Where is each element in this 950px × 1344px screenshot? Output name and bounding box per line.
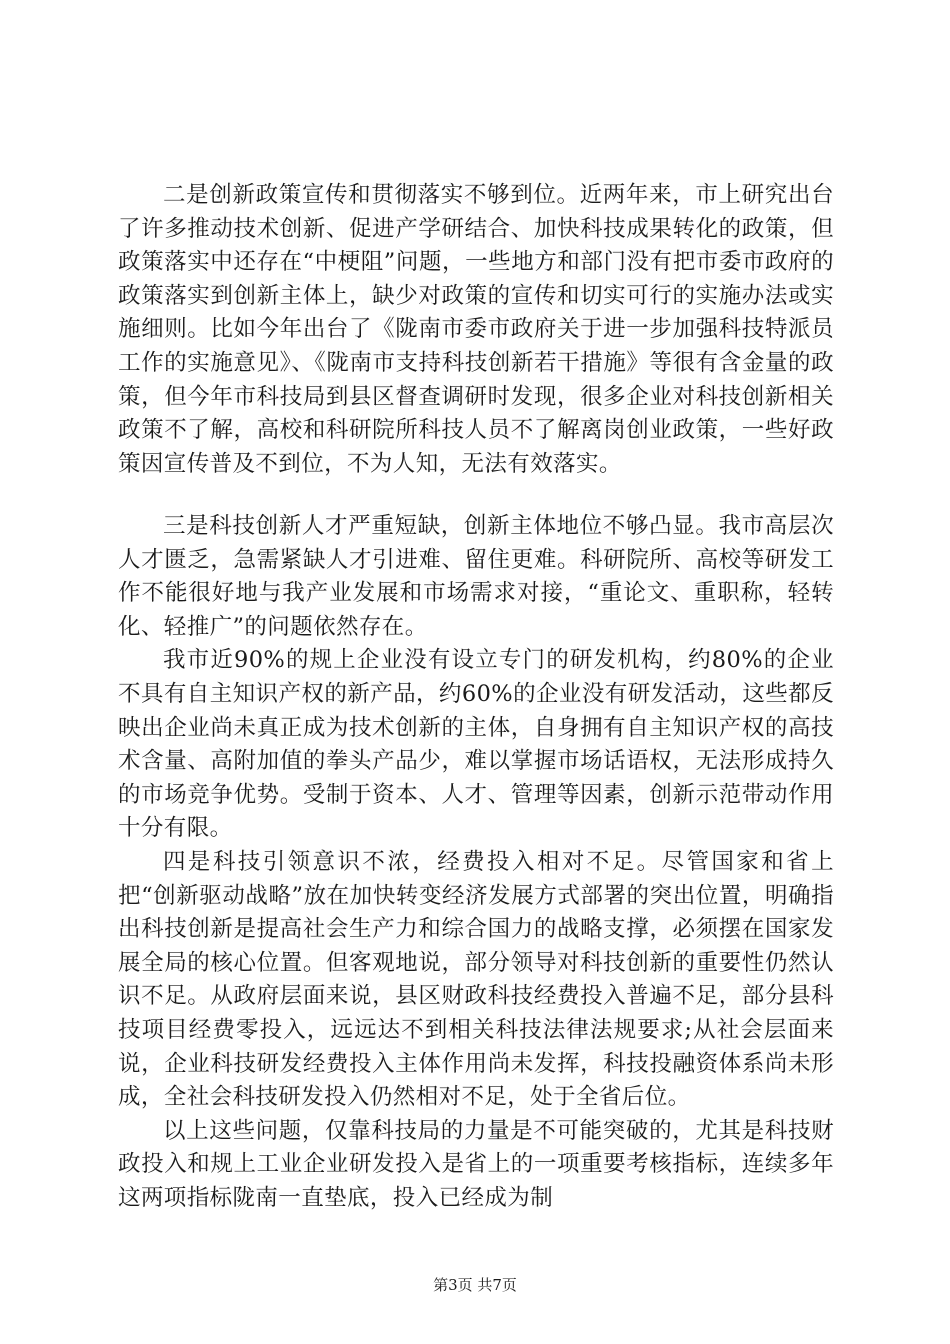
page-number: 第3页 xyxy=(433,1276,473,1294)
paragraph-group-policy xyxy=(118,179,834,481)
page-total: 共7页 xyxy=(477,1276,517,1294)
paragraph-group-talent-funding xyxy=(118,510,834,1215)
paragraph-funding-shortfall: 四是科技引领意识不浓，经费投入相对不足。尽管国家和省上把“创新驱动战略”放在加快转变经济发展方式部署的突出位置，明确指出科技创新是提高社会生产力和综合国力的战略支撑，必须摆在国家发展全局的核心位置。但客观地说，部分领导对科技创新的重要性仍然认识不足。从政府层面来说，县区财政科技经费投入普遍不足，部分县科技项目经费零投入，远远达不到相关科技法律法规要求;从社会层面来说，企业科技研发经费投入主体作用尚未发挥，科技投融资体系尚未形成，全社会科技研发投入仍然相对不足，处于全省后位。 xyxy=(118,848,834,1111)
paragraph-policy-publicity: 二是创新政策宣传和贯彻落实不够到位。近两年来，市上研究出台了许多推动技术创新、促进产学研结合、加快科技成果转化的政策，但政策落实中还存在“中梗阻”问题，一些地方和部门没有把市委市政府的政策落实到创新主体上，缺少对政策的宣传和切实可行的实施办法或实施细则。比如今年出台了《陇南市委市政府关于进一步加强科技特派员工作的实施意见》、《陇南市支持科技创新若干措施》等很有含金量的政策，但今年市科技局到县区督查调研时发现，很多企业对科技创新相关政策不了解，高校和科研院所科技人员不了解离岗创业政策，一些好政策因宣传普及不到位，不为人知，无法有效落实。 xyxy=(118,182,834,477)
paragraph-talent-shortage: 三是科技创新人才严重短缺，创新主体地位不够凸显。我市高层次人才匮乏，急需紧缺人才引进难、留住更难。科研院所、高校等研发工作不能很好地与我产业发展和市场需求对接，“重论文、重职称，轻转化、轻推广”的问题依然存在。 xyxy=(118,513,834,640)
page-footer xyxy=(0,1275,950,1295)
paragraph-enterprise-rd: 我市近90%的规上企业没有设立专门的研发机构，约80%的企业不具有自主知识产权的新产品，约60%的企业没有研发活动，这些都反映出企业尚未真正成为技术创新的主体，自身拥有自主知识产权的高技术含量、高附加值的拳头产品少，难以掌握市场话语权，无法形成持久的市场竞争优势。受制于资本、人才、管理等因素，创新示范带动作用十分有限。 xyxy=(118,647,834,842)
paragraph-conclusion: 以上这些问题，仅靠科技局的力量是不可能突破的，尤其是科技财政投入和规上工业企业研发投入是省上的一项重要考核指标，连续多年这两项指标陇南一直垫底，投入已经成为制 xyxy=(118,1117,834,1211)
